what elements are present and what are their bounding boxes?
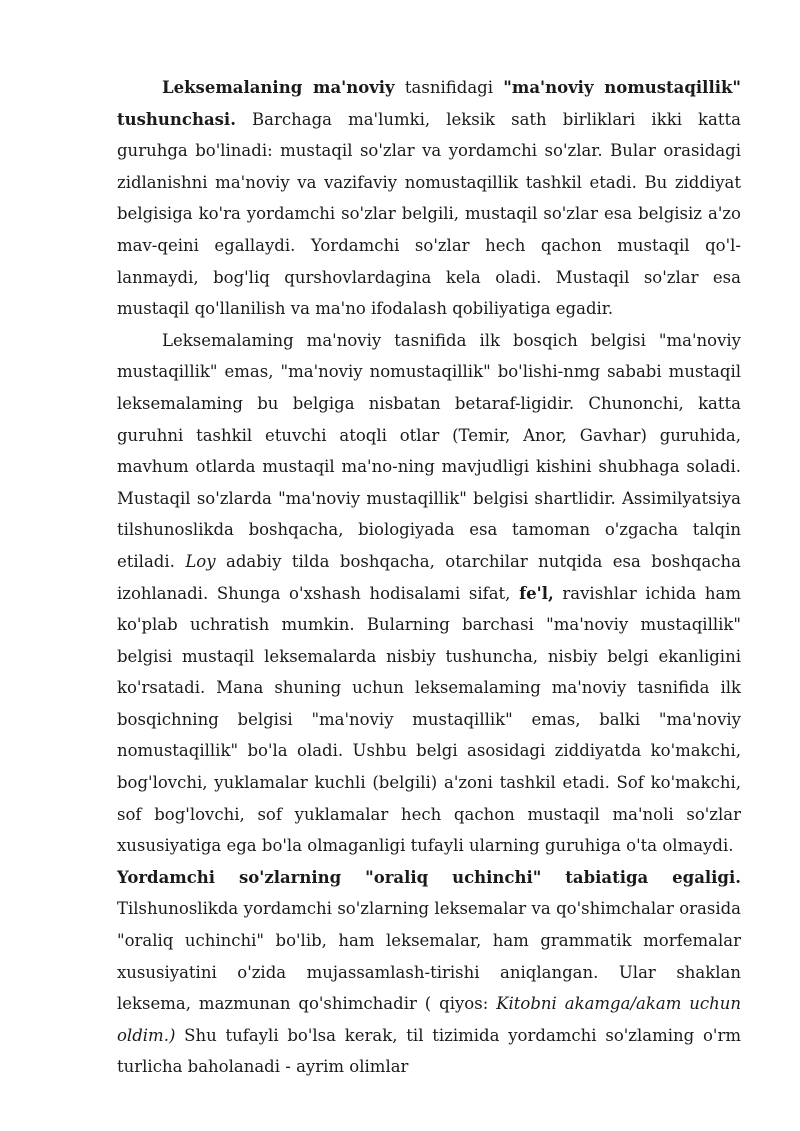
document-page	[117, 72, 741, 1083]
paragraph-1-body: Barchaga ma'lumki, leksik sath birliklari ikki katta guruhga bo'linadi: mustaqil so'zlar va yordamchi so'zlar. Bular orasidagi zidlanishni ma'noviy va vazifaviy nomustaqillik tashkil etadi. Bu ziddiyat belgisiga ko'ra yordamchi so'zlar belgili, mustaqil so'zlar esa belgisiz a'zo mav-qeini egallaydi. Yordamchi so'zlar hech qachon mustaqil qo'l-lanmaydi, bog'liq qurshovlardagina kela oladi. Mustaqil so'zlar esa mustaqil qo'llanilish va ma'no ifodalash qobiliyatiga egadir.	[117, 109, 741, 319]
paragraph-2	[117, 325, 741, 862]
paragraph-3-part2: Shu tufayli bo'lsa kerak, til tizimida yordamchi so'zlaming o'rm turlicha baholanadi - ayrim olimlar	[117, 1025, 741, 1077]
paragraph-2-part3: ravishlar ichida ham ko'plab uchratish mumkin. Bularning barchasi "ma'noviy mustaqillik" belgisi mustaqil leksemalarda nisbiy tushuncha, nisbiy belgi ekanligini ko'rsatadi. Mana shuning uchun leksemalaming ma'noviy tasnifida ilk bosqichning belgisi "ma'noviy mustaqillik" emas, balki "ma'noviy nomustaqillik" bo'la oladi. Ushbu belgi asosidagi ziddiyatda ko'makchi, bog'lovchi, yuklamalar kuchli (belgili) a'zoni tashkil etadi. Sof ko'makchi, sof bog'lovchi, sof yuklamalar hech qachon mustaqil ma'noli so'zlar xususiyatiga ega bo'la olmaganligi tufayli ularning guruhiga o'ta olmaydi.	[117, 583, 741, 856]
paragraph-2-bold-term: fe'l,	[519, 583, 554, 603]
paragraph-1-title: Leksemalaning ma'noviy	[162, 78, 395, 97]
paragraph-3-example: Kitobni akamga/akam uchun oldim.)	[117, 994, 742, 1045]
paragraph-3-title: Yordamchi so'zlarning "oraliq uchinchi" tabiatiga egaligi.	[117, 867, 741, 887]
paragraph-2-part1: Leksemalaming ma'noviy tasnifida ilk bosqich belgisi "ma'noviy mustaqillik" emas, "ma'noviy nomustaqillik" bo'lishi-nmg sababi mustaqil leksemalaming bu belgiga nisbatan betaraf-ligidir. Chunonchi, katta guruhni tashkil etuvchi atoqli otlar (Temir, Anor, Gavhar) guruhida, mavhum otlarda mustaqil ma'no-ning mavjudligi kishini shubhaga soladi. Mustaqil so'zlarda "ma'noviy mustaqillik" belgisi shartlidir. Assimilyatsiya tilshunoslikda boshqacha, biologiyada esa tamoman o'zgacha talqin etiladi.	[117, 330, 741, 571]
paragraph-1	[117, 72, 741, 325]
paragraph-3	[117, 862, 741, 1083]
paragraph-1-mid: tasnifidagi	[394, 78, 504, 97]
paragraph-3-part1: Tilshunoslikda yordamchi so'zlarning leksemalar va qo'shimchalar orasida "oraliq uchinchi" bo'lib, ham leksemalar, ham grammatik morfemalar xususiyatini o'zida mujassamlash-tirishi aniqlangan. Ular shaklan leksema, mazmunan qo'shimchadir ( qiyos:	[117, 899, 741, 1014]
paragraph-2-part2: adabiy tilda boshqacha, otarchilar nutqida esa boshqacha izohlanadi. Shunga o'xshash hodisalami sifat,	[117, 551, 741, 603]
paragraph-2-italic-term: Loy	[185, 551, 216, 571]
paragraph-1-term: "ma'noviy nomustaqillik" tushunchasi.	[117, 78, 742, 129]
